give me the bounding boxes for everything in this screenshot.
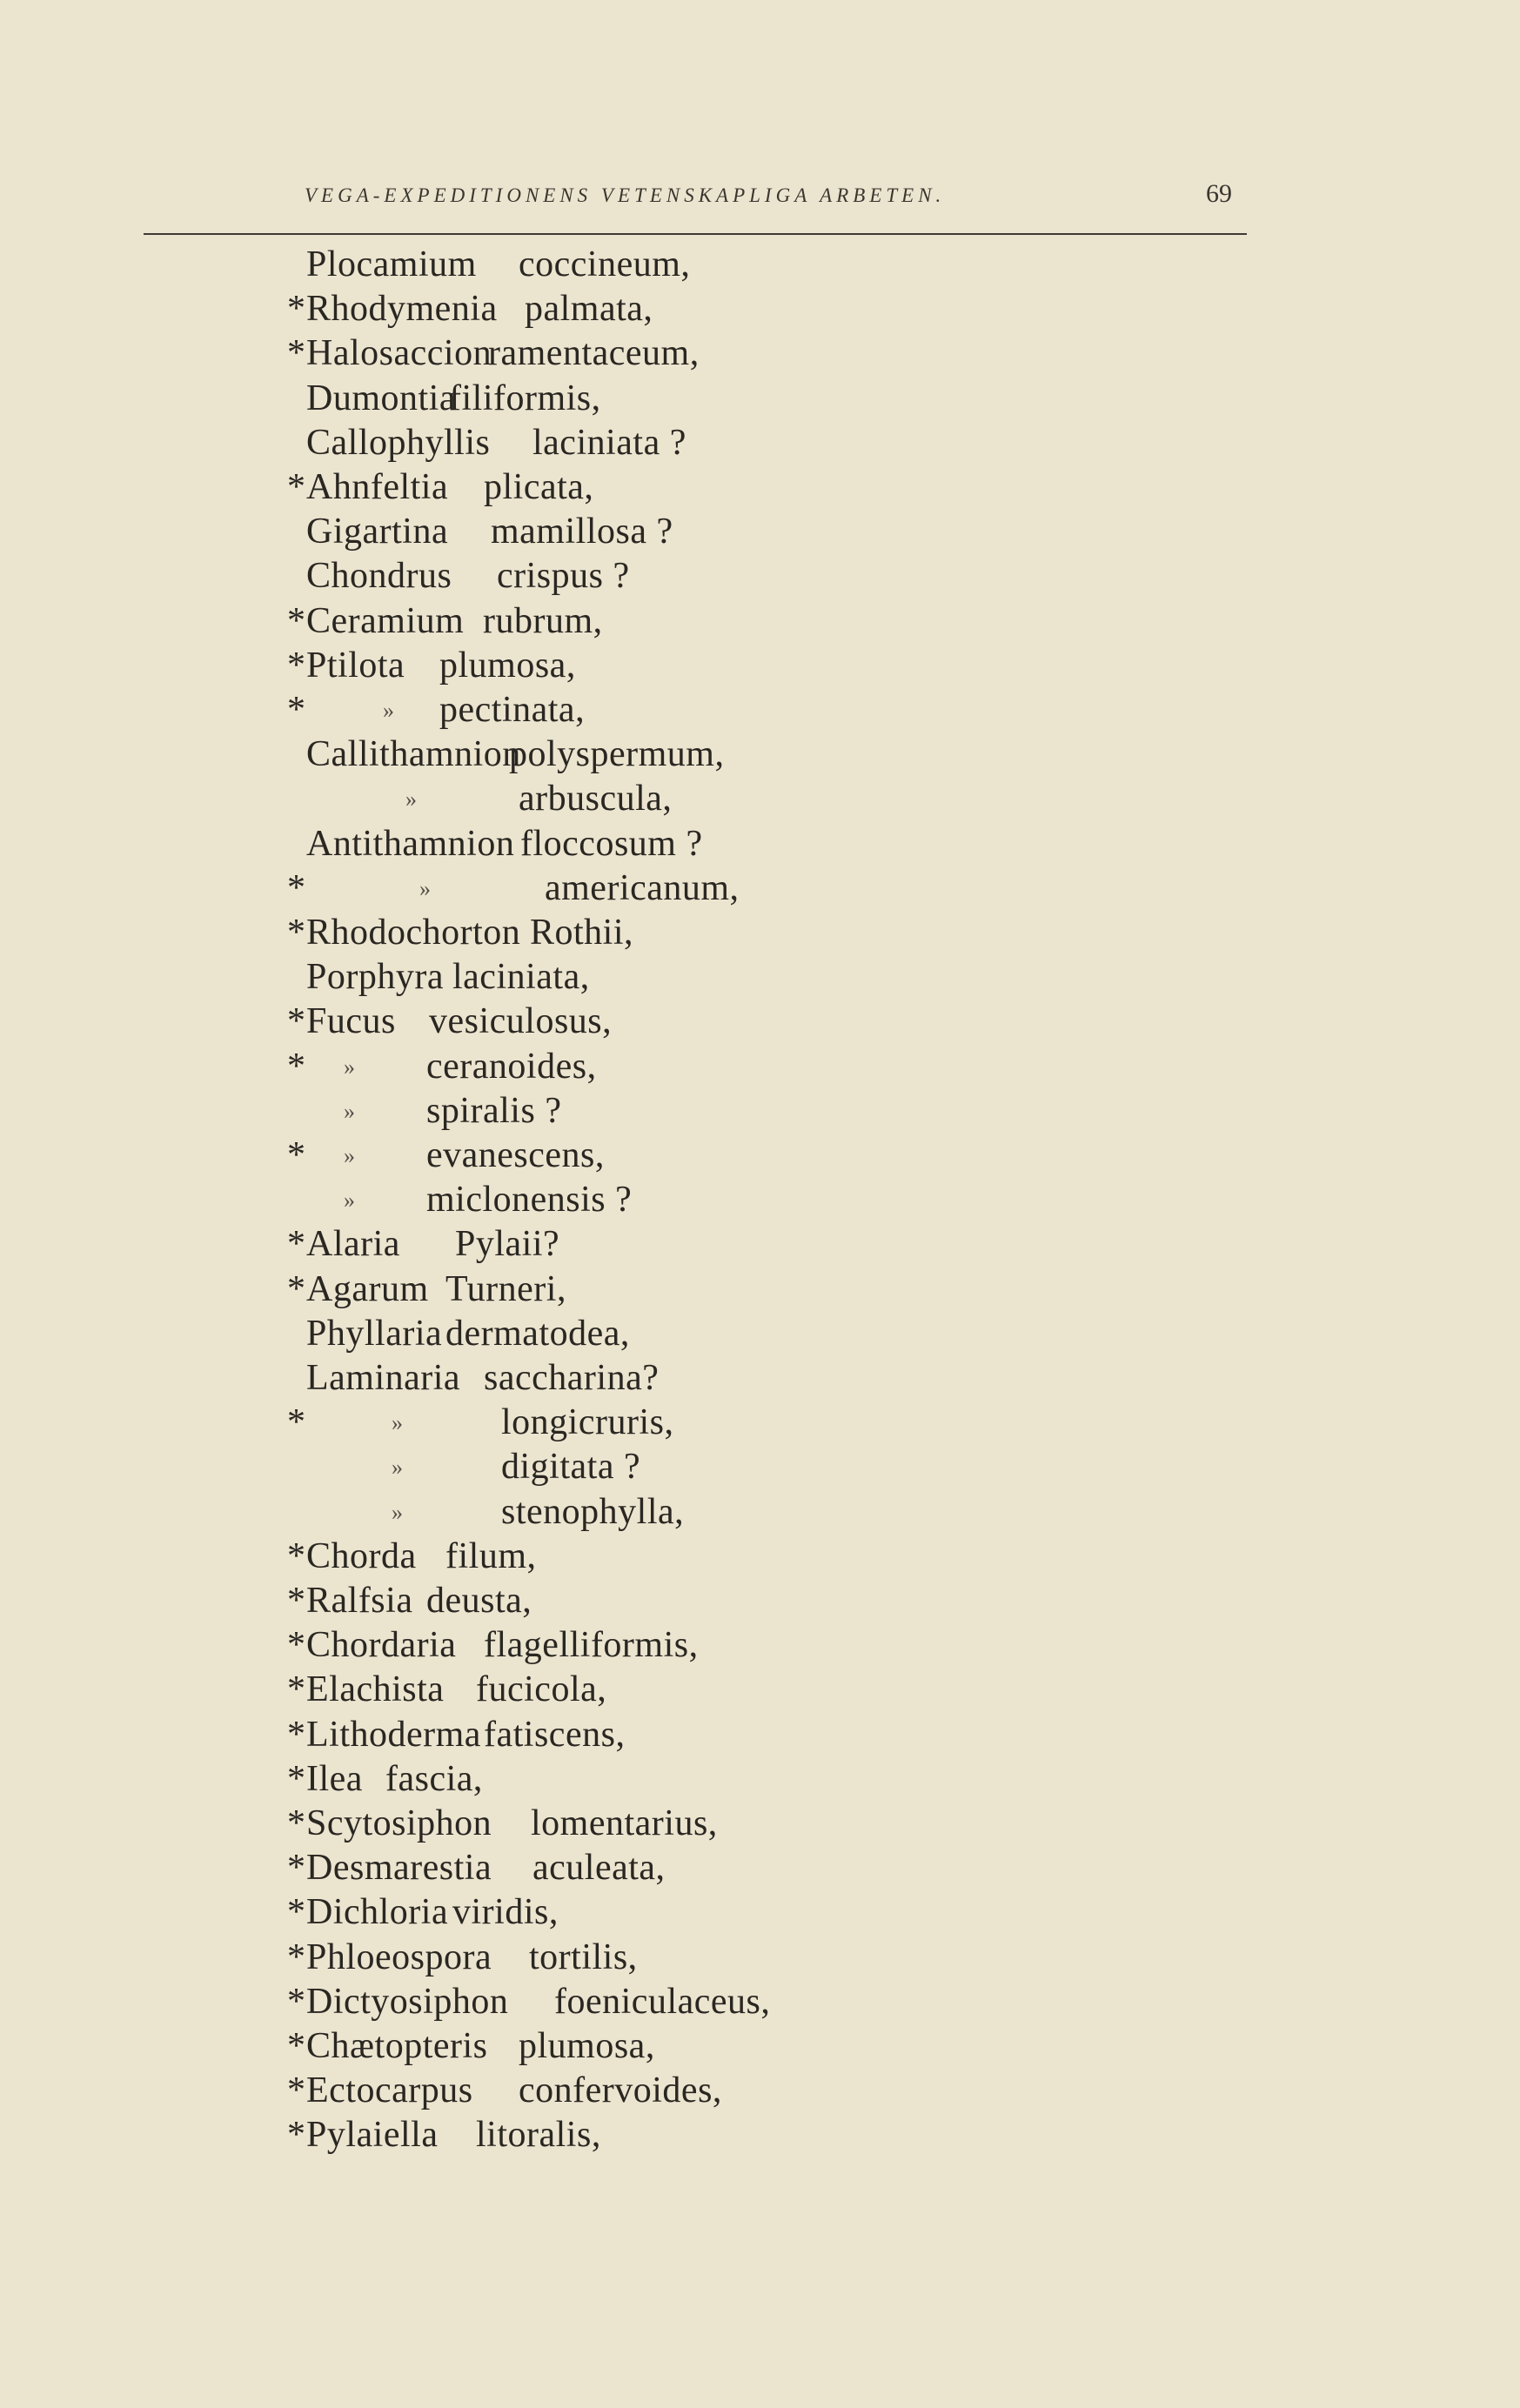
- asterisk-mark: *: [287, 1803, 306, 1843]
- species-epithet: spiralis ?: [426, 1090, 562, 1131]
- asterisk-mark: *: [287, 289, 306, 330]
- species-epithet: polyspermum,: [509, 734, 725, 775]
- genus-name: Ahnfeltia: [306, 467, 449, 507]
- genus-name: Chætopteris: [306, 2026, 488, 2066]
- genus-name: Ralfsia: [306, 1581, 413, 1621]
- genus-name: Ilea: [306, 1758, 363, 1799]
- genus-name: Callithamnion: [306, 734, 521, 775]
- header-rule: [144, 233, 1247, 235]
- species-epithet: longicruris,: [501, 1402, 674, 1443]
- genus-name: Lithoderma: [306, 1714, 481, 1755]
- genus-name: Elachista: [306, 1669, 445, 1710]
- ditto-mark: »: [344, 1187, 356, 1214]
- asterisk-mark: *: [287, 1625, 306, 1666]
- species-epithet: saccharina?: [484, 1358, 660, 1398]
- species-epithet: rubrum,: [483, 600, 603, 641]
- species-epithet: mamillosa ?: [491, 512, 673, 552]
- ditto-mark: »: [392, 1455, 404, 1481]
- asterisk-mark: *: [287, 1535, 306, 1576]
- genus-name: Plocamium: [306, 244, 477, 284]
- genus-name: Chordaria: [306, 1625, 457, 1666]
- genus-name: Dumontia: [306, 378, 456, 418]
- species-epithet: ramentaceum,: [488, 333, 700, 374]
- asterisk-mark: *: [287, 1001, 306, 1042]
- genus-name: Alaria: [306, 1224, 400, 1265]
- asterisk-mark: *: [287, 1848, 306, 1889]
- asterisk-mark: *: [287, 333, 306, 374]
- species-epithet: flagelliformis,: [484, 1625, 699, 1666]
- genus-name: Pylaiella: [306, 2115, 439, 2156]
- species-epithet: palmata,: [525, 289, 653, 330]
- genus-name: Phloeospora: [306, 1936, 492, 1977]
- asterisk-mark: *: [287, 1046, 306, 1087]
- species-epithet: plicata,: [484, 467, 594, 507]
- genus-name: Ptilota: [306, 645, 405, 686]
- species-epithet: vesiculosus,: [429, 1001, 613, 1042]
- species-epithet: americanum,: [545, 867, 740, 908]
- species-epithet: evanescens,: [426, 1135, 605, 1175]
- asterisk-mark: *: [287, 1669, 306, 1710]
- asterisk-mark: *: [287, 1714, 306, 1755]
- ditto-mark: »: [419, 875, 432, 901]
- genus-name: Antithamnion: [306, 823, 515, 864]
- species-epithet: litoralis,: [476, 2115, 601, 2156]
- species-epithet: crispus ?: [497, 556, 630, 597]
- species-epithet: confervoides,: [519, 2070, 722, 2111]
- species-epithet: plumosa,: [519, 2026, 655, 2066]
- genus-name: Fucus: [306, 1001, 396, 1042]
- genus-name: Ectocarpus: [306, 2070, 473, 2111]
- asterisk-mark: *: [287, 2115, 306, 2156]
- genus-name: Rhodochorton: [306, 913, 521, 953]
- species-epithet: fatiscens,: [484, 1714, 626, 1755]
- genus-name: Ceramium: [306, 600, 465, 641]
- asterisk-mark: *: [287, 467, 306, 507]
- genus-name: Halosaccion: [306, 333, 492, 374]
- running-header: VEGA-EXPEDITIONENS VETENSKAPLIGA ARBETEN.: [305, 184, 946, 206]
- genus-name: Callophyllis: [306, 422, 491, 463]
- asterisk-mark: *: [287, 1268, 306, 1309]
- species-epithet: pectinata,: [439, 690, 586, 730]
- asterisk-mark: *: [287, 600, 306, 641]
- genus-name: Scytosiphon: [306, 1803, 492, 1843]
- species-epithet: fucicola,: [476, 1669, 607, 1710]
- asterisk-mark: *: [287, 913, 306, 953]
- genus-name: Dictyosiphon: [306, 1981, 509, 2022]
- asterisk-mark: *: [287, 1892, 306, 1933]
- genus-name: Porphyra: [306, 957, 444, 998]
- species-epithet: digitata ?: [501, 1447, 641, 1488]
- species-epithet: filiformis,: [449, 378, 601, 418]
- ditto-mark: »: [392, 1499, 404, 1525]
- genus-name: Dichloria: [306, 1892, 449, 1933]
- genus-name: Phyllaria: [306, 1313, 443, 1354]
- asterisk-mark: *: [287, 1936, 306, 1977]
- ditto-mark: »: [383, 698, 395, 723]
- genus-name: Gigartina: [306, 512, 449, 552]
- species-epithet: deusta,: [426, 1581, 532, 1621]
- asterisk-mark: *: [287, 1581, 306, 1621]
- genus-name: Desmarestia: [306, 1848, 492, 1889]
- genus-name: Agarum: [306, 1268, 429, 1309]
- species-epithet: viridis,: [452, 1892, 559, 1933]
- species-epithet: tortilis,: [529, 1936, 638, 1977]
- species-epithet: miclonensis ?: [426, 1180, 633, 1221]
- ditto-mark: »: [344, 1054, 356, 1080]
- asterisk-mark: *: [287, 2070, 306, 2111]
- asterisk-mark: *: [287, 1224, 306, 1265]
- species-epithet: Turneri,: [445, 1268, 566, 1309]
- species-epithet: fascia,: [385, 1758, 483, 1799]
- genus-name: Chorda: [306, 1535, 417, 1576]
- species-epithet: stenophylla,: [501, 1491, 685, 1532]
- species-epithet: laciniata,: [452, 957, 590, 998]
- asterisk-mark: *: [287, 2026, 306, 2066]
- asterisk-mark: *: [287, 645, 306, 686]
- asterisk-mark: *: [287, 690, 306, 730]
- genus-name: Rhodymenia: [306, 289, 498, 330]
- asterisk-mark: *: [287, 1402, 306, 1443]
- species-epithet: Pylaii?: [455, 1224, 560, 1265]
- ditto-mark: »: [392, 1410, 404, 1436]
- asterisk-mark: *: [287, 867, 306, 908]
- species-epithet: filum,: [445, 1535, 537, 1576]
- species-epithet: aculeata,: [532, 1848, 666, 1889]
- species-epithet: foeniculaceus,: [554, 1981, 771, 2022]
- asterisk-mark: *: [287, 1758, 306, 1799]
- species-epithet: coccineum,: [519, 244, 691, 284]
- ditto-mark: »: [405, 786, 418, 813]
- ditto-mark: »: [344, 1098, 356, 1124]
- page-number: 69: [1206, 179, 1232, 208]
- genus-name: Laminaria: [306, 1358, 461, 1398]
- species-epithet: ceranoides,: [426, 1046, 597, 1087]
- species-epithet: floccosum ?: [520, 823, 703, 864]
- asterisk-mark: *: [287, 1135, 306, 1175]
- species-epithet: lomentarius,: [531, 1803, 718, 1843]
- species-epithet: dermatodea,: [445, 1313, 630, 1354]
- genus-name: Chondrus: [306, 556, 452, 597]
- species-epithet: arbuscula,: [519, 779, 673, 819]
- species-epithet: plumosa,: [439, 645, 576, 686]
- species-epithet: Rothii,: [530, 913, 634, 953]
- asterisk-mark: *: [287, 1981, 306, 2022]
- ditto-mark: »: [344, 1143, 356, 1168]
- species-epithet: laciniata ?: [532, 422, 686, 463]
